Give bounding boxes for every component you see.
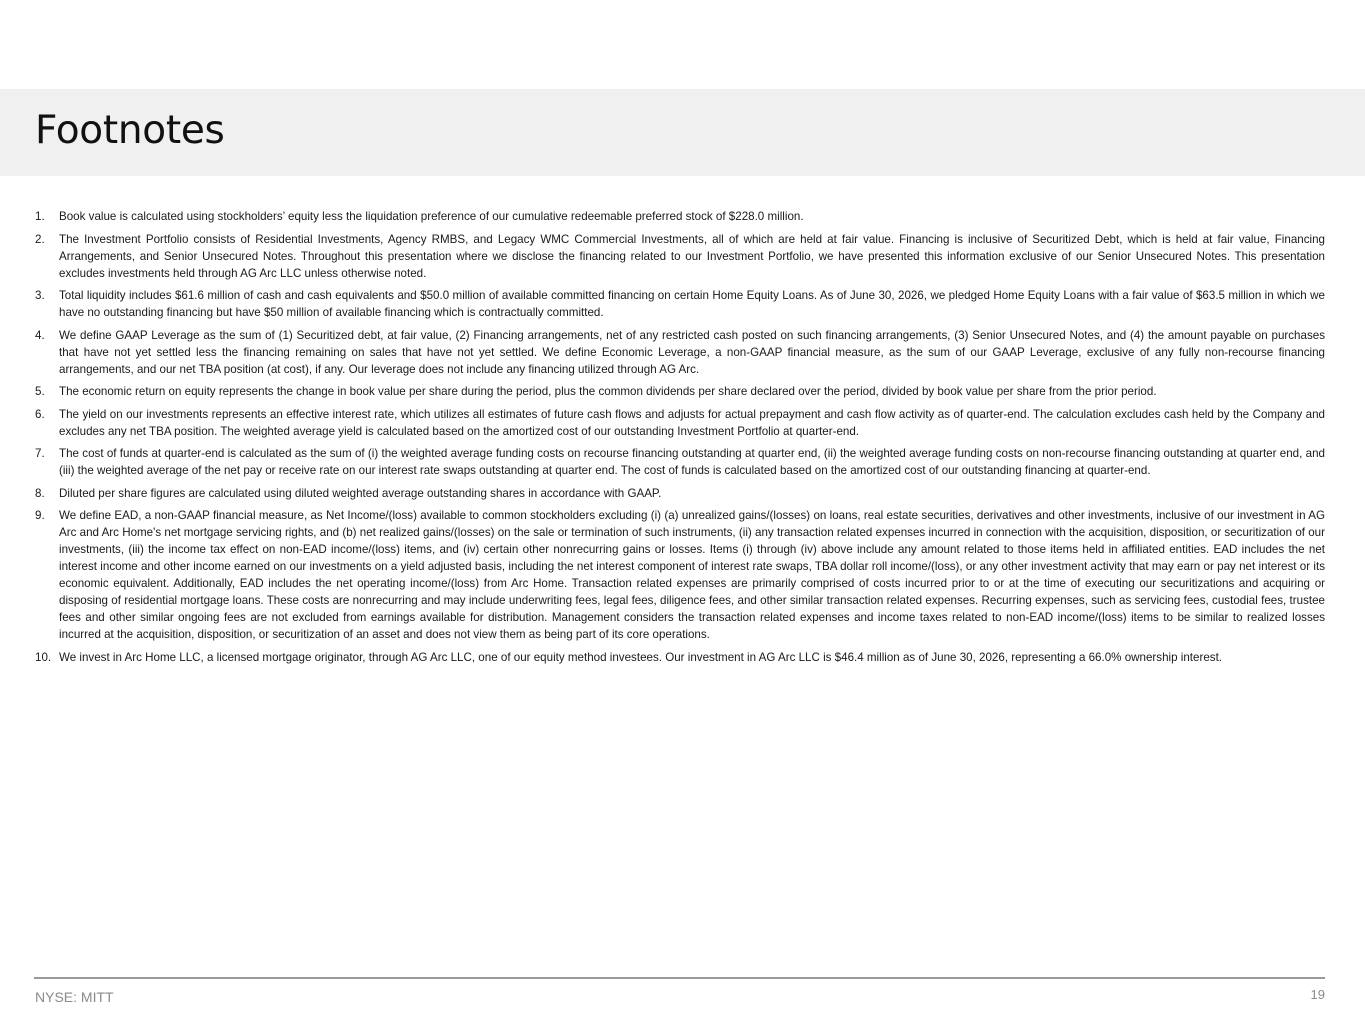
footnote-3 xyxy=(35,287,1325,321)
footnote-text: The economic return on equity represents the change in book value per share during the period, plus the common dividends per share declared over the period, divided by book value per share from the prior period. xyxy=(59,385,1157,398)
footnote-7 xyxy=(35,445,1325,479)
footnote-text: We define GAAP Leverage as the sum of (1) Securitized debt, at fair value, (2) Financing arrangements, net of any restricted cash posted on such financing arrangements, (3) Senior Unsecured Notes, and (4) the amount payable on purchases that have not yet settled less the financing remaining on sales that have not yet settled. We define Economic Leverage, a non-GAAP financial measure, as the sum of our GAAP Leverage, exclusive of any fully non-recourse financing arrangements, and our net TBA position (at cost), if any. Our leverage does not include any financing utilized through AG Arc. xyxy=(59,328,1325,376)
footnote-5 xyxy=(35,383,1325,400)
footnote-number: 9. xyxy=(35,509,45,522)
footnote-text: The Investment Portfolio consists of Residential Investments, Agency RMBS, and Legacy WMC Commercial Investments, all of which are held at fair value. Financing is inclusive of Securitized Debt, which is held at fair value, Financing Arrangements, and Senior Unsecured Notes. Throughout this presentation where we disclose the financing related to our Investment Portfolio, we have presented this information exclusive of our Senior Unsecured Notes. This presentation excludes investments held through AG Arc LLC unless otherwise noted. xyxy=(59,232,1325,280)
footnote-number: 7. xyxy=(35,447,45,460)
footnote-8 xyxy=(35,485,1325,502)
footnote-list xyxy=(35,208,1325,671)
page-title: Footnotes xyxy=(35,108,225,153)
footnote-text: Book value is calculated using stockholders’ equity less the liquidation preference of our cumulative redeemable preferred stock of $228.0 million. xyxy=(59,210,804,223)
footnote-4 xyxy=(35,327,1325,378)
footnote-text: The cost of funds at quarter-end is calculated as the sum of (i) the weighted average funding costs on recourse financing outstanding at quarter end, (ii) the weighted average funding costs on non-recourse financing outstanding at quarter end, and (iii) the weighted average of the net pay or receive rate on our interest rate swaps outstanding at quarter end. The cost of funds is calculated based on the amortized cost of our outstanding financing at quarter-end. xyxy=(59,447,1325,477)
footnote-text: We invest in Arc Home LLC, a licensed mortgage originator, through AG Arc LLC, one of our equity method investees. Our investment in AG Arc LLC is $46.4 million as of June 30, 2026, representing a 66.0% ownership interest. xyxy=(59,650,1223,664)
footnote-10 xyxy=(35,649,1325,666)
footnote-number: 2. xyxy=(35,232,45,246)
footer-divider xyxy=(34,977,1325,979)
footnote-number: 1. xyxy=(35,210,45,223)
footnote-6 xyxy=(35,406,1325,440)
footnote-text: Total liquidity includes $61.6 million of cash and cash equivalents and $50.0 million of available committed financing on certain Home Equity Loans. As of June 30, 2026, we pledged Home Equity Loans with a fair value of $63.5 million in which we have no outstanding financing but have $50 million of available financing which is contractually committed. xyxy=(59,289,1325,319)
footer-ticker: NYSE: MITT xyxy=(35,989,114,1005)
footnote-text: The yield on our investments represents an effective interest rate, which utilizes all estimates of future cash flows and adjusts for actual prepayment and cash flow activity as of quarter-end. The calculation excludes cash held by the Company and excludes any net TBA position. The weighted average yield is calculated based on the amortized cost of our outstanding Investment Portfolio at quarter-end. xyxy=(59,407,1325,438)
footnote-number: 6. xyxy=(35,407,45,421)
footnote-number: 3. xyxy=(35,289,45,302)
footnote-2 xyxy=(35,231,1325,282)
footnote-1 xyxy=(35,208,1325,225)
footnote-text: We define EAD, a non-GAAP financial measure, as Net Income/(loss) available to common stockholders excluding (i) (a) unrealized gains/(losses) on loans, real estate securities, derivatives and other investments, inclusive of our investment in AG Arc and Arc Home's net mortgage servicing rights, and (b) net realized gains/(losses) on the sale or termination of such instruments, (ii) any transaction related expenses incurred in connection with the acquisition, disposition, or securitization of our investments, (iii) the income tax effect on non-EAD income/(loss) items, and (iv) certain other nonrecurring gains or losses. Items (i) through (iv) above include any amount related to those items held in affiliated entities. EAD includes the net interest income and other income earned on our investments on a yield adjusted basis, including the net interest component of interest rate swaps, TBA dollar roll income/(loss), or any other investment activity that may earn or pay net interest or its economic equivalent. Additionally, EAD includes the net operating income/(loss) from Arc Home. Transaction related expenses are primarily comprised of costs incurred prior to or at the time of executing our securitizations and acquiring or disposing of residential mortgage loans. These costs are nonrecurring and may include underwriting fees, legal fees, diligence fees, and other similar transaction related expenses. Recurring expenses, such as servicing fees, custodial fees, trustee fees and other similar ongoing fees are not excluded from earnings available for distribution. Management considers the transaction related expenses and income taxes related to non-EAD income/(loss) items to be similar to realized losses incurred at the acquisition, disposition, or securitization of an asset and does not view them as being part of its core operations. xyxy=(59,509,1325,641)
footnote-text: Diluted per share figures are calculated using diluted weighted average outstanding shares in accordance with GAAP. xyxy=(59,486,662,500)
footnote-number: 10. xyxy=(35,650,52,664)
footnote-9 xyxy=(35,507,1325,643)
footnote-number: 4. xyxy=(35,328,45,342)
footnote-number: 5. xyxy=(35,385,45,398)
page-number: 19 xyxy=(1310,987,1325,1002)
footnote-number: 8. xyxy=(35,486,45,500)
